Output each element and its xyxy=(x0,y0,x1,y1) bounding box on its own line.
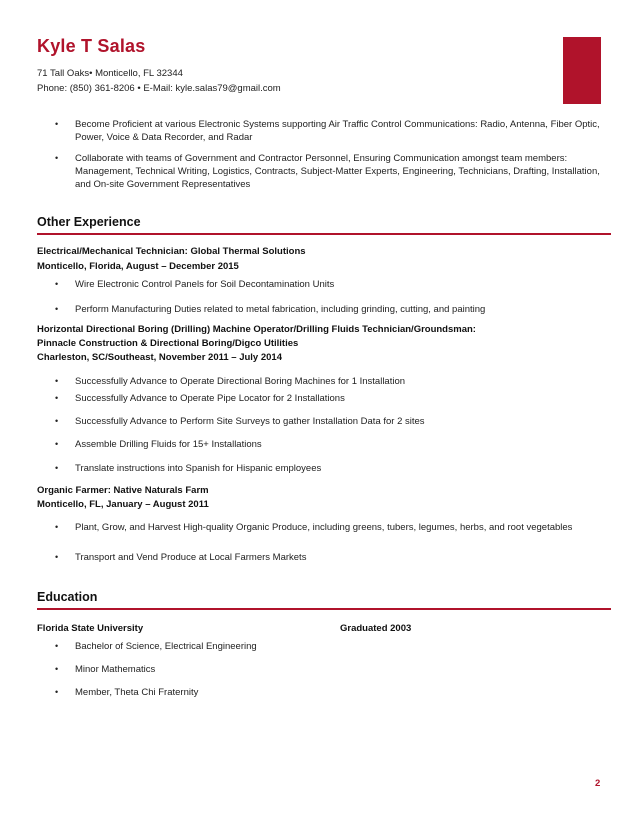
list-item: • Wire Electronic Control Panels for Soil Decontamination Units xyxy=(55,279,335,290)
page-number: 2 xyxy=(595,778,601,789)
bullet-icon: • xyxy=(55,279,59,289)
graduation-date: Graduated 2003 xyxy=(340,623,412,634)
contact-line: Phone: (850) 361-8206 • E-Mail: kyle.salas79@gmail.com xyxy=(37,83,281,94)
bullet-icon: • xyxy=(55,416,59,426)
bullet-icon: • xyxy=(55,153,59,163)
list-item: • Member, Theta Chi Fraternity xyxy=(55,687,199,698)
job-company: Pinnacle Construction & Directional Boring/Digco Utilities xyxy=(37,338,299,349)
list-item: • Plant, Grow, and Harvest High-quality Organic Produce, including greens, tubers, legumes, herbs, and root vegetables xyxy=(55,522,573,533)
section-divider xyxy=(37,608,611,610)
job-location-date: Monticello, Florida, August – December 2015 xyxy=(37,261,239,272)
job-location-date: Monticello, FL, January – August 2011 xyxy=(37,499,209,510)
bullet-icon: • xyxy=(55,393,59,403)
education-bullet-list xyxy=(55,663,600,676)
list-item: • Translate instructions into Spanish for Hispanic employees xyxy=(55,463,322,474)
job-bullet-list xyxy=(55,415,600,428)
candidate-name: Kyle T Salas xyxy=(37,36,146,56)
section-divider xyxy=(37,233,611,235)
job-bullet-list xyxy=(55,462,600,475)
bullet-icon: • xyxy=(55,664,59,674)
intro-bullet-list xyxy=(55,118,600,144)
job-title: Organic Farmer: Native Naturals Farm xyxy=(37,485,209,496)
list-item: • Transport and Vend Produce at Local Farmers Markets xyxy=(55,552,307,563)
bullet-icon: • xyxy=(55,376,59,386)
job-bullet-list xyxy=(55,278,600,291)
section-title-education: Education xyxy=(37,590,98,604)
job-location-date: Charleston, SC/Southeast, November 2011 – July 2014 xyxy=(37,352,282,363)
bullet-icon: • xyxy=(55,463,59,473)
job-bullet-list xyxy=(55,551,600,564)
job-bullet-list xyxy=(55,521,600,534)
decorative-red-block xyxy=(563,37,601,104)
bullet-icon: • xyxy=(55,522,59,532)
education-bullet-list xyxy=(55,640,600,653)
job-bullet-list xyxy=(55,392,600,405)
job-bullet-list xyxy=(55,438,600,451)
list-item: • Perform Manufacturing Duties related to metal fabrication, including grinding, cutting, and painting xyxy=(55,304,486,315)
school-name: Florida State University xyxy=(37,623,144,634)
list-item: • Successfully Advance to Operate Directional Boring Machines for 1 Installation xyxy=(55,376,406,387)
list-item: • Minor Mathematics xyxy=(55,664,156,675)
bullet-icon: • xyxy=(55,304,59,314)
intro-bullet-list xyxy=(55,152,600,191)
job-bullet-list xyxy=(55,303,600,316)
bullet-icon: • xyxy=(55,641,59,651)
section-title-other-experience: Other Experience xyxy=(37,215,141,229)
job-title: Horizontal Directional Boring (Drilling) Machine Operator/Drilling Fluids Technician/Groundsman: xyxy=(37,324,476,335)
list-item: • Successfully Advance to Perform Site Surveys to gather Installation Data for 2 sites xyxy=(55,416,425,427)
list-item: • Assemble Drilling Fluids for 15+ Installations xyxy=(55,439,262,450)
education-bullet-list xyxy=(55,686,600,699)
job-bullet-list xyxy=(55,375,600,388)
list-item: • Become Proficient at various Electronic Systems supporting Air Traffic Control Communications: Radio, Antenna, Fiber Optic, Power, Voice & Data Recorder, and Radar xyxy=(55,119,600,143)
bullet-icon: • xyxy=(55,439,59,449)
bullet-icon: • xyxy=(55,687,59,697)
list-item: • Bachelor of Science, Electrical Engineering xyxy=(55,641,257,652)
bullet-icon: • xyxy=(55,552,59,562)
job-title: Electrical/Mechanical Technician: Global Thermal Solutions xyxy=(37,246,306,257)
list-item: • Collaborate with teams of Government and Contractor Personnel, Ensuring Communication amongst team members: Management, Technical Writing, Logistics, Contracts, Subject-Matter Experts, Engineering, Technicians, Drafting, Installation, and On-site Government Representatives xyxy=(55,153,600,190)
list-item: • Successfully Advance to Operate Pipe Locator for 2 Installations xyxy=(55,393,345,404)
bullet-icon: • xyxy=(55,119,59,129)
address-line: 71 Tall Oaks• Monticello, FL 32344 xyxy=(37,68,183,79)
